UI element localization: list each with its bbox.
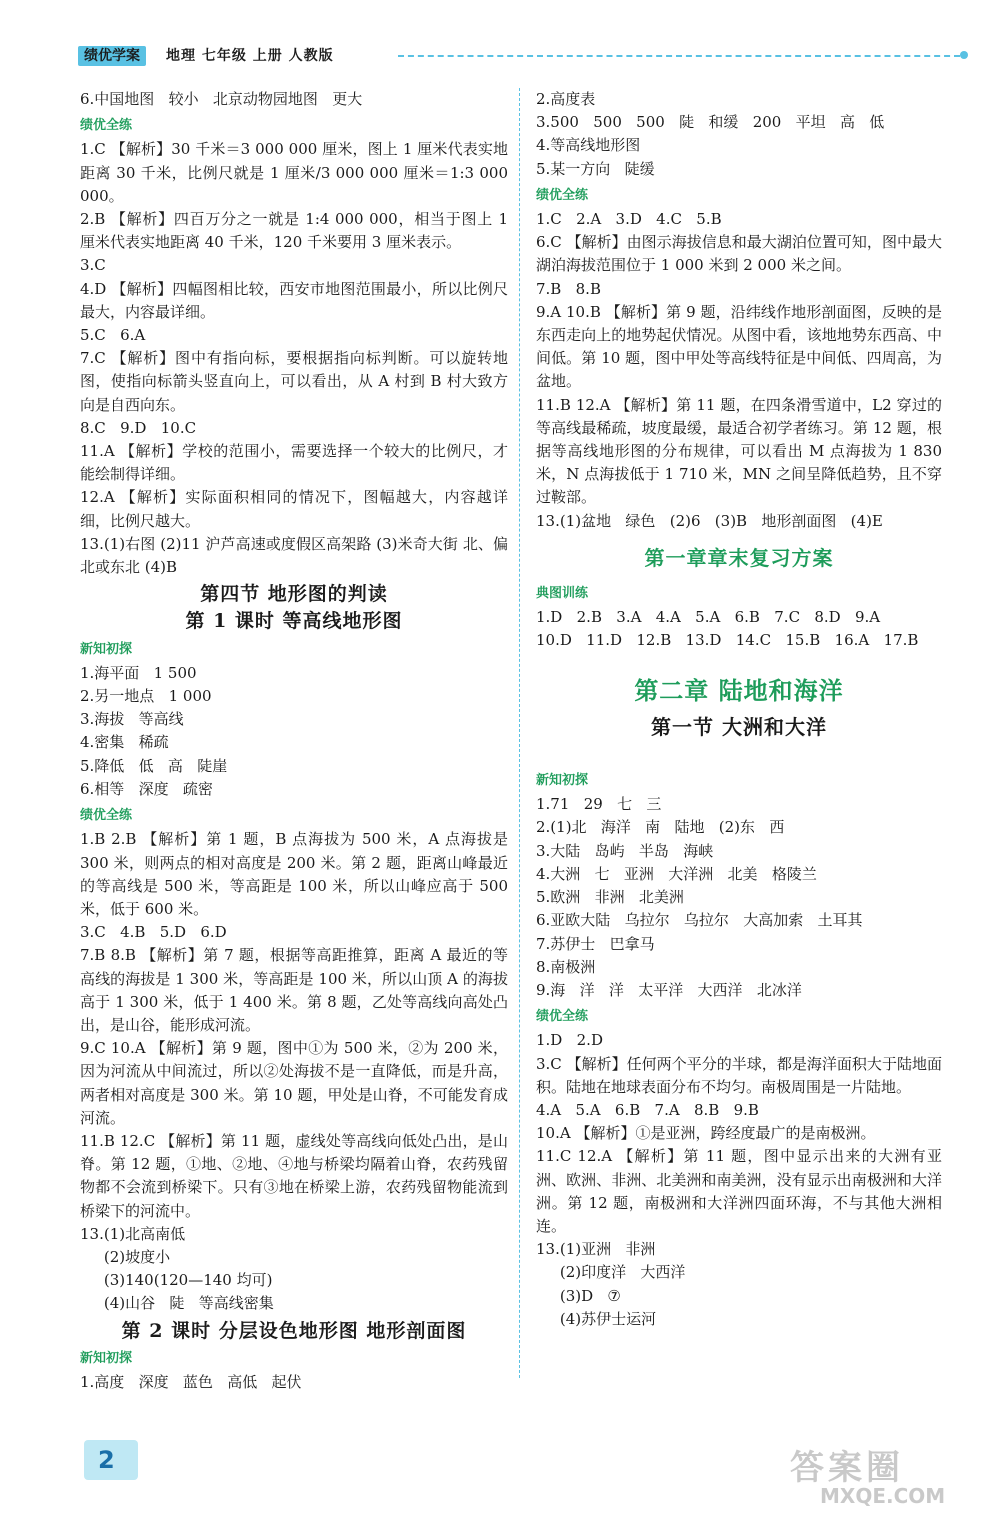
- answer-line: 4.A 5.A 6.B 7.A 8.B 9.B: [536, 1100, 759, 1119]
- answer-line: 7.B 8.B: [536, 279, 601, 298]
- answer-paragraph: 7.C 【解析】图中有指向标，要根据指向标判断。可以旋转地图，使指向标箭头竖直向上，可以看出，从 A 村到 B 村大致方向是自西向东。: [80, 349, 508, 414]
- answer-paragraph: 11.A 【解析】学校的范围小，需要选择一个较大的比例尺，才能绘制得详细。: [80, 442, 508, 484]
- section-title: 第一节 大洲和大洋: [651, 714, 827, 739]
- answer-line: 5.降低 低 高 陡崖: [80, 756, 228, 775]
- answer-paragraph: 3.C 【解析】任何两个平分的半球，都是海洋面积大于陆地面积。陆地在地球表面分布不均匀。南极周围是一片陆地。: [536, 1054, 942, 1096]
- answer-line: 13.(1)盆地 绿色 (2)6 (3)B 地形剖面图 (4)E: [536, 511, 883, 530]
- answer-line: 3.500 500 500 陡 和缓 200 平坦 高 低: [536, 113, 885, 132]
- answer-line: 7.苏伊士 巴拿马: [536, 934, 655, 953]
- left-column: [80, 88, 508, 1394]
- answer-line: 1.海平面 1 500: [80, 663, 197, 682]
- answer-line: 1.71 29 七 三: [536, 795, 662, 814]
- answer-line: (3)140(120—140 均可): [80, 1271, 273, 1290]
- subsection-heading: 新知初探: [80, 1350, 133, 1366]
- answer-line: (2)坡度小: [80, 1247, 171, 1266]
- answer-paragraph: 1.B 2.B 【解析】第 1 题，B 点海拔为 500 米，A 点海拔是 300 米，则两点的相对高度是 200 米。第 2 题，距离山峰最近的等高线是 500 米，等高距是 100 米，所以山峰应高于 500 米，低于 600 米。: [80, 830, 508, 918]
- header-rule: [398, 55, 960, 57]
- answer-line: (2)印度洋 大西洋: [536, 1263, 686, 1282]
- answer-paragraph: 9.A 10.B 【解析】第 9 题，沿纬线作地形剖面图，反映的是东西走向上的地势起伏情况。从图中看，该地地势东西高、中间低。第 10 题，图中甲处等高线特征是中间低、四周高，为盆地。: [536, 302, 942, 391]
- answer-line: 2.(1)北 海洋 南 陆地 (2)东 西: [536, 818, 785, 837]
- answer-paragraph: 2.B 【解析】四百万分之一就是 1:4 000 000，相当于图上 1 厘米代表实地距离 40 千米，120 千米要用 3 厘米表示。: [80, 210, 508, 252]
- answer-line: 13.(1)北高南低: [80, 1224, 186, 1243]
- subsection-heading: 绩优全练: [536, 1009, 589, 1025]
- section-title: 第四节 地形图的判读: [200, 583, 388, 606]
- answer-line: 1.D 2.B 3.A 4.A 5.A 6.B 7.C 8.D 9.A: [536, 608, 881, 627]
- answer-line: (4)山谷 陡 等高线密集: [80, 1294, 274, 1313]
- answer-line: (4)苏伊士运河: [536, 1309, 657, 1328]
- answer-line: 4.等高线地形图: [536, 136, 641, 155]
- page-header: [78, 40, 968, 70]
- chapter-review-title: 第一章章末复习方案: [644, 545, 834, 570]
- answer-paragraph: 11.B 12.A 【解析】第 11 题，在四条滑雪道中，L2 穿过的等高线最稀疏，坡度最缓，最适合初学者练习。第 12 题，根据等高线地形图的分布规律，可以看出 M 点海拔为 1 830 米，N 点海拔低于 1 710 米，MN 之间呈降低趋势，且不穿过鞍部。: [536, 395, 942, 507]
- answer-line: 6.相等 深度 疏密: [80, 779, 213, 798]
- section-title: 第 2 课时 分层设色地形图 地形剖面图: [121, 1319, 467, 1342]
- answer-line: 3.大陆 岛屿 半岛 海峡: [536, 841, 714, 860]
- answer-line: 1.C 2.A 3.D 4.C 5.B: [536, 210, 722, 229]
- answer-paragraph: 7.B 8.B 【解析】第 7 题，根据等高距推算，距离 A 最近的等高线的海拔是 1 300 米，等高距是 100 米，所以山顶 A 的海拔高于 1 300 米，低于 1 400 米。第 8 题，乙处等高线向高处凸出，是山谷，能形成河流。: [80, 946, 508, 1034]
- answer-paragraph: 6.C 【解析】由图示海拔信息和最大湖泊位置可知，图中最大湖泊海拔范围位于 1 000 米到 2 000 米之间。: [536, 233, 942, 275]
- chapter-title: 第二章 陆地和海洋: [634, 675, 844, 705]
- answer-line: 3.海拔 等高线: [80, 710, 184, 729]
- answer-paragraph: 1.C 【解析】30 千米＝3 000 000 厘米，图上 1 厘米代表实地距离 30 千米，比例尺就是 1 厘米/3 000 000 厘米＝1:3 000 000。: [80, 140, 508, 205]
- page-number: 2: [84, 1440, 138, 1480]
- subsection-heading: 典图训练: [536, 586, 589, 602]
- answer-paragraph: 4.D 【解析】四幅图相比较，西安市地图范围最小，所以比例尺最大，内容最详细。: [80, 279, 508, 321]
- answer-line: 8.C 9.D 10.C: [80, 418, 197, 437]
- answer-line: (3)D ⑦: [536, 1286, 621, 1305]
- answer-line: 4.大洲 七 亚洲 大洋洲 北美 格陵兰: [536, 864, 817, 883]
- section-title: 第 1 课时 等高线地形图: [185, 610, 403, 633]
- answer-paragraph: 11.C 12.A 【解析】第 11 题，图中显示出来的大洲有亚洲、欧洲、非洲、北美洲和南美洲，没有显示出南极洲和大洋洲。第 12 题，南极洲和大洋洲四面环海，不与其他大洲相连。: [536, 1147, 942, 1235]
- answer-line: 3.C: [80, 256, 106, 275]
- answer-line: 13.(1)亚洲 非洲: [536, 1240, 656, 1259]
- watermark-url: MXQE.COM: [820, 1484, 946, 1508]
- subsection-heading: 绩优全练: [536, 187, 589, 203]
- watermark-logo: [790, 1440, 990, 1510]
- answer-paragraph: 9.C 10.A 【解析】第 9 题，图中①为 500 米，②为 200 米，因为河流从中间流过，所以②处海拔不是一直降低，而是升高，两者相对高度是 300 米。第 10 题，甲处是山脊，不可能发育成河流。: [80, 1039, 508, 1127]
- answer-line: 6.中国地图 较小 北京动物园地图 更大: [80, 90, 363, 108]
- watermark-text: 答案圈: [790, 1448, 904, 1488]
- answer-paragraph: 11.B 12.C 【解析】第 11 题，虚线处等高线向低处凸出，是山脊。第 12 题，①地、②地、④地与桥梁均隔着山脊，农药残留物都不会流到桥梁下。只有③地在桥梁上游，农药残留物能流到桥梁下的河流中。: [80, 1131, 508, 1220]
- answer-line: 1.D 2.D: [536, 1031, 603, 1050]
- book-meta: 地理 七年级 上册 人教版: [166, 48, 334, 64]
- answer-line: 9.海 洋 洋 太平洋 大西洋 北冰洋: [536, 980, 802, 999]
- answer-paragraph: 13.(1)右图 (2)11 沪芦高速或度假区高架路 (3)米奇大街 北、偏北或东北 (4)B: [80, 534, 508, 577]
- answer-paragraph: 12.A 【解析】实际面积相同的情况下，图幅越大，内容越详细，比例尺越大。: [80, 488, 508, 530]
- answer-line: 1.高度 深度 蓝色 高低 起伏: [80, 1372, 302, 1391]
- series-badge: 绩优学案: [78, 46, 146, 66]
- answer-line: 6.亚欧大陆 乌拉尔 乌拉尔 大高加索 土耳其: [536, 911, 863, 930]
- subsection-heading: 新知初探: [536, 773, 589, 789]
- right-column: [536, 88, 942, 1331]
- answer-line: 8.南极洲: [536, 957, 596, 976]
- answer-line: 2.另一地点 1 000: [80, 687, 212, 706]
- answer-line: 2.高度表: [536, 90, 596, 108]
- answer-line: 5.C 6.A: [80, 326, 146, 345]
- subsection-heading: 绩优全练: [80, 118, 133, 134]
- answer-line: 10.D 11.D 12.B 13.D 14.C 15.B 16.A 17.B: [536, 631, 919, 650]
- subsection-heading: 新知初探: [80, 641, 133, 657]
- answer-line: 4.密集 稀疏: [80, 733, 169, 752]
- answer-line: 10.A 【解析】①是亚洲，跨经度最广的是南极洲。: [536, 1124, 876, 1143]
- answer-line: 5.某一方向 陡缓: [536, 159, 655, 178]
- header-dot: [960, 51, 968, 59]
- subsection-heading: 绩优全练: [80, 808, 133, 824]
- answer-line: 5.欧洲 非洲 北美洲: [536, 888, 684, 907]
- answer-line: 3.C 4.B 5.D 6.D: [80, 923, 227, 942]
